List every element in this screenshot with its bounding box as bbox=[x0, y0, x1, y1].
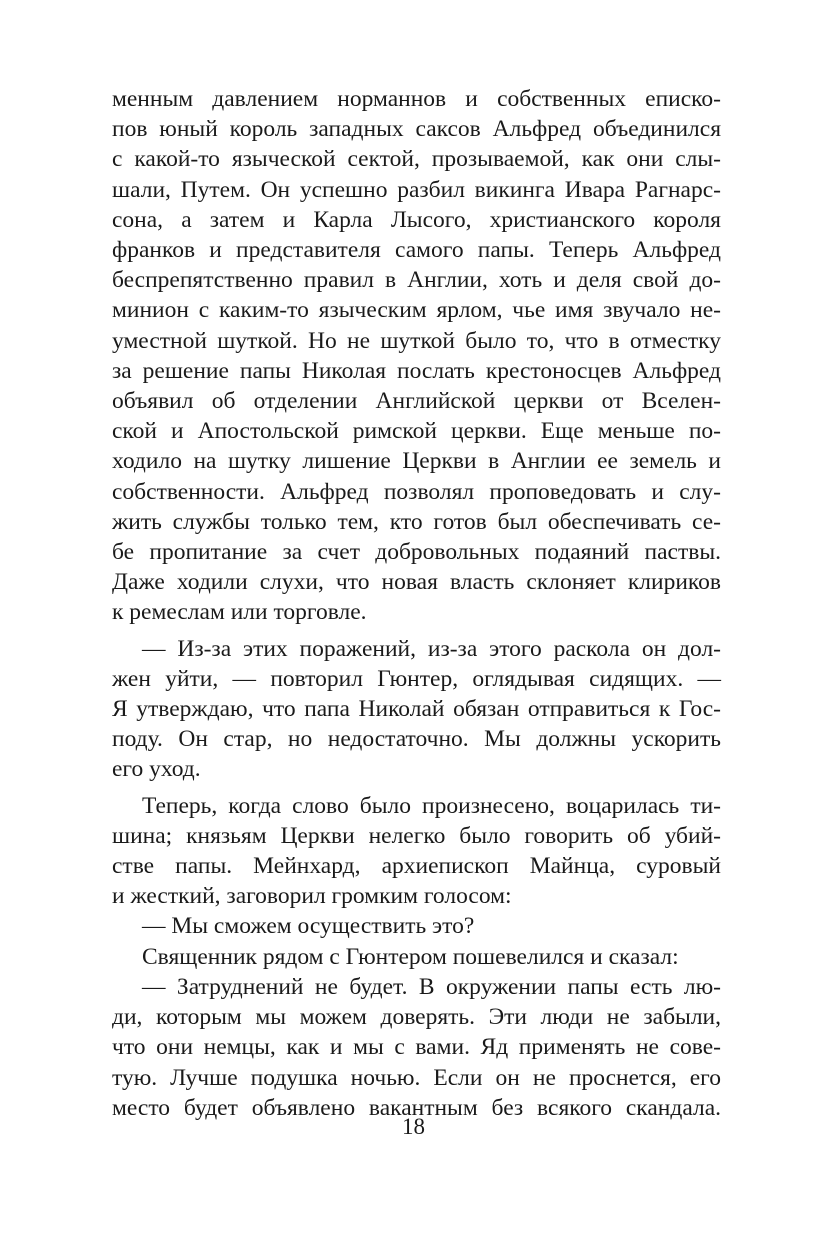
text-line: с какой-то языческой сектой, прозываемой, как они слы- bbox=[112, 146, 721, 173]
text-line: франков и представителя самого папы. Теперь Альфред bbox=[112, 237, 721, 264]
text-line: ходило на шутку лишение Церкви в Англии ее земель и bbox=[112, 448, 721, 475]
text-line: и жесткий, заговорил громким голосом: bbox=[112, 883, 512, 910]
text-line: к ремеслам или торговле. bbox=[112, 599, 367, 626]
text-line: его уход. bbox=[112, 756, 201, 783]
text-line: Я утверждаю, что папа Николай обязан отправиться к Гос- bbox=[112, 696, 721, 723]
text-line: — Затруднений не будет. В окружении папы есть лю- bbox=[142, 973, 721, 1000]
text-line: за решение папы Николая послать крестоносцев Альфред bbox=[112, 357, 721, 384]
paragraph-4 bbox=[112, 911, 721, 941]
paragraph-3 bbox=[112, 791, 721, 912]
text-line: беспрепятственно правил в Англии, хоть и деля свой до- bbox=[112, 267, 721, 294]
text-line: Теперь, когда слово было произнесено, воцарилась ти- bbox=[142, 792, 721, 819]
text-line: собственности. Альфред позволял проповедовать и слу- bbox=[112, 478, 721, 505]
text-line: объявил об отделении Английской церкви от Вселен- bbox=[112, 388, 721, 415]
text-line: Священник рядом с Гюнтером пошевелился и сказал: bbox=[142, 943, 679, 970]
text-line: место будет объявлено вакантным без всякого скандала. bbox=[112, 1094, 721, 1121]
text-line: уместной шуткой. Но не шуткой было то, что в отместку bbox=[112, 327, 721, 354]
text-line: шина; князьям Церкви нелегко было говорить об убий- bbox=[112, 822, 721, 849]
paragraph-5 bbox=[112, 942, 721, 972]
paragraph-2 bbox=[112, 634, 721, 785]
text-line: ской и Апостольской римской церкви. Еще меньше по- bbox=[112, 418, 721, 445]
text-line: пов юный король западных саксов Альфред объединился bbox=[112, 116, 721, 143]
text-line: что они немцы, как и мы с вами. Яд применять не сове- bbox=[112, 1034, 721, 1061]
text-line: тую. Лучше подушка ночью. Если он не проснется, его bbox=[112, 1064, 721, 1091]
paragraph-1 bbox=[112, 84, 721, 628]
text-line: Даже ходили слухи, что новая власть склоняет клириков bbox=[112, 569, 721, 596]
page-number: 18 bbox=[402, 1114, 425, 1139]
text-line: сона, а затем и Карла Лысого, христианского короля bbox=[112, 206, 721, 233]
text-line: поду. Он стар, но недостаточно. Мы должны ускорить bbox=[112, 726, 721, 753]
text-line: жить службы только тем, кто готов был обеспечивать се- bbox=[112, 508, 721, 535]
text-line: минион с каким-то языческим ярлом, чье имя звучало не- bbox=[112, 297, 721, 324]
page-body bbox=[112, 84, 721, 1123]
text-line: — Мы сможем осуществить это? bbox=[142, 913, 475, 940]
text-line: бе пропитание за счет добровольных подаяний паствы. bbox=[112, 539, 721, 566]
paragraph-6 bbox=[112, 972, 721, 1123]
text-line: менным давлением норманнов и собственных еписко- bbox=[112, 86, 721, 112]
text-line: стве папы. Мейнхард, архиепископ Майнца, суровый bbox=[112, 853, 721, 880]
text-line: жен уйти, — повторил Гюнтер, оглядывая сидящих. — bbox=[112, 665, 721, 692]
text-line: шали, Путем. Он успешно разбил викинга Ивара Рагнарс- bbox=[112, 176, 721, 203]
text-line: ди, которым мы можем доверять. Эти люди не забыли, bbox=[112, 1004, 721, 1031]
text-line: — Из-за этих поражений, из-за этого раскола он дол- bbox=[142, 635, 721, 662]
